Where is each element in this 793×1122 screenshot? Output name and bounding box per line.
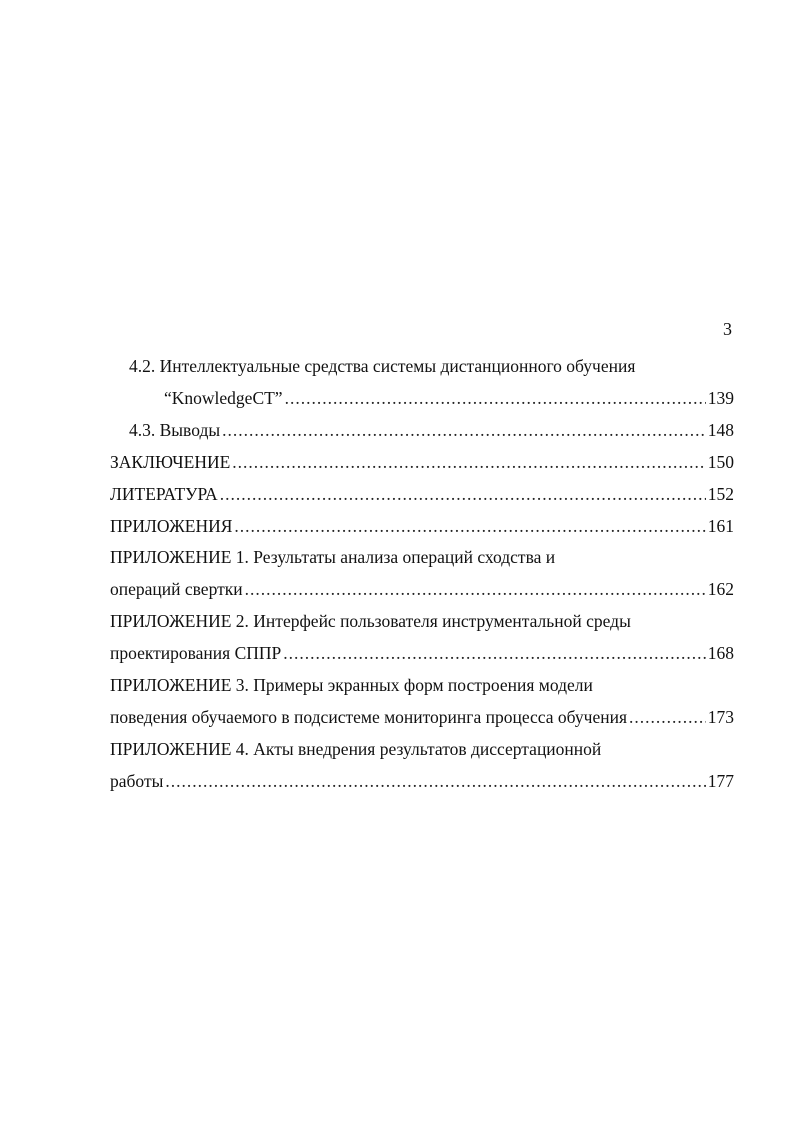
toc-entry-page: 161	[707, 516, 734, 536]
toc-appendix-2-line1: ПРИЛОЖЕНИЕ 2. Интерфейс пользователя инструментальной среды	[110, 611, 631, 631]
toc-entry-title: 4.3. Выводы	[129, 420, 221, 440]
toc-entry-literature[interactable]	[110, 482, 734, 506]
toc-entry-title: ЛИТЕРАТУРА	[110, 484, 218, 504]
dot-leader	[165, 769, 705, 793]
dot-leader	[245, 577, 706, 601]
toc-entry-conclusion[interactable]	[110, 450, 734, 474]
toc-entry-4-3[interactable]	[129, 418, 734, 442]
dot-leader	[220, 482, 706, 506]
toc-entry-page: 152	[707, 484, 734, 504]
toc-entry-title: ПРИЛОЖЕНИЯ	[110, 516, 233, 536]
toc-entry-page: 162	[707, 579, 734, 599]
toc-appendix-4-line1: ПРИЛОЖЕНИЕ 4. Акты внедрения результатов диссертационной	[110, 739, 602, 759]
page-number: 3	[723, 319, 732, 339]
toc-4-2-line1: 4.2. Интеллектуальные средства системы дистанционного обучения	[129, 356, 636, 376]
toc-entry-page: 150	[707, 452, 734, 472]
toc-entry-page: 168	[707, 643, 734, 663]
toc-entry-title: проектирования СППР	[110, 643, 282, 663]
toc-entry-4-2[interactable]	[164, 386, 734, 410]
toc-entry-appendix-1[interactable]	[110, 577, 734, 601]
dot-leader	[232, 450, 705, 474]
toc-entry-title: поведения обучаемого в подсистеме мониторинга процесса обучения	[110, 707, 628, 727]
dot-leader	[629, 705, 706, 729]
toc-entry-title: “KnowledgeCT”	[164, 388, 283, 408]
toc-entry-appendix-2[interactable]	[110, 641, 734, 665]
toc-entry-title: операций свертки	[110, 579, 243, 599]
toc-entry-title: ЗАКЛЮЧЕНИЕ	[110, 452, 231, 472]
toc-entry-page: 139	[707, 388, 734, 408]
toc-entry-page: 173	[707, 707, 734, 727]
toc-entry-title: работы	[110, 771, 164, 791]
toc-appendix-3-line1: ПРИЛОЖЕНИЕ 3. Примеры экранных форм построения модели	[110, 675, 593, 695]
dot-leader	[222, 418, 706, 442]
toc-entry-page: 177	[707, 771, 734, 791]
dot-leader	[283, 641, 705, 665]
toc-entry-appendices[interactable]	[110, 514, 734, 538]
toc-appendix-1-line1: ПРИЛОЖЕНИЕ 1. Результаты анализа операций сходства и	[110, 547, 556, 567]
dot-leader	[285, 386, 706, 410]
dot-leader	[234, 514, 705, 538]
toc-entry-appendix-3[interactable]	[110, 705, 734, 729]
toc-entry-appendix-4[interactable]	[110, 769, 734, 793]
toc-entry-page: 148	[707, 420, 734, 440]
